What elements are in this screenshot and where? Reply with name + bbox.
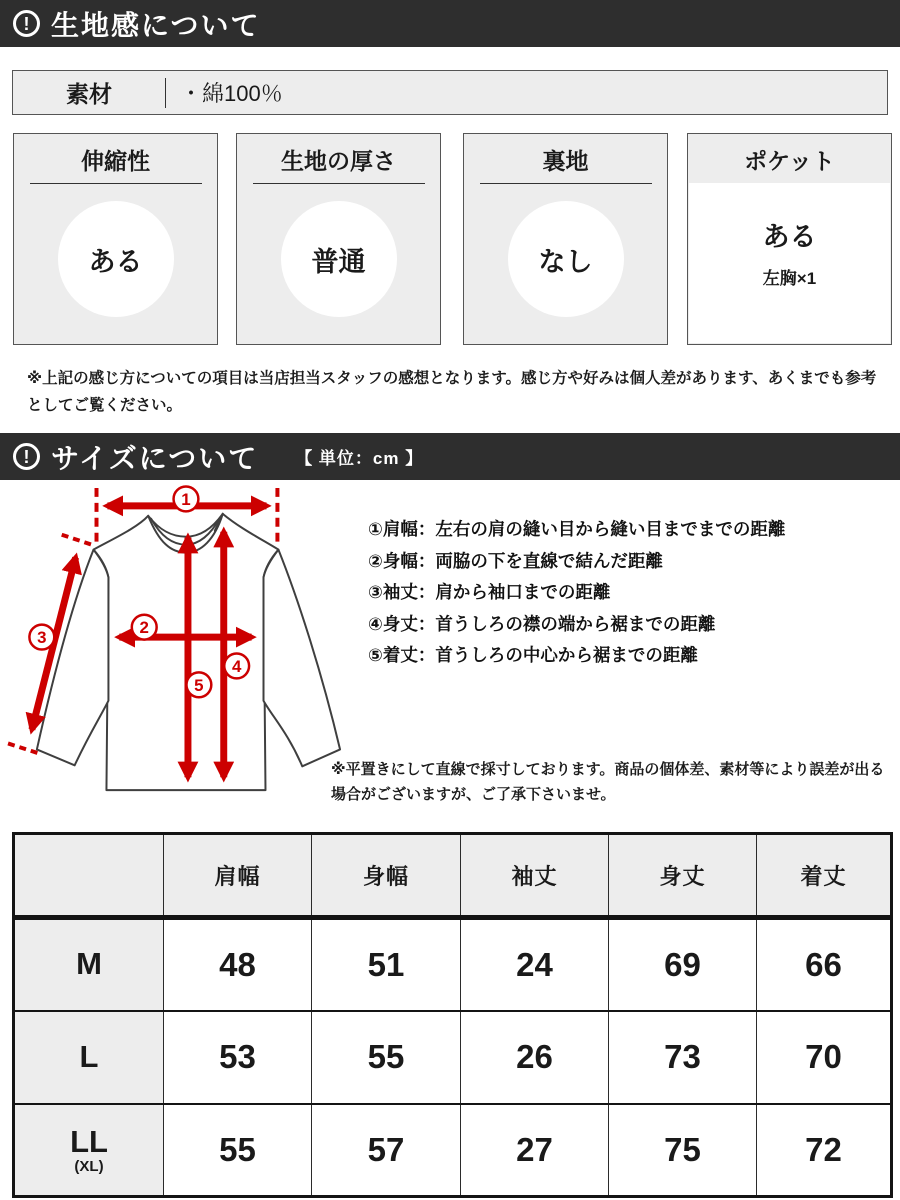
attribute-value: ある — [88, 246, 143, 277]
measurement-cell: 57 — [312, 1104, 461, 1197]
size-label: M — [76, 946, 102, 982]
attribute-box-pocket — [687, 133, 892, 345]
attribute-value-circle — [281, 201, 397, 317]
measurement-cell: 26 — [461, 1011, 609, 1104]
attribute-value-circle — [58, 201, 174, 317]
size-table-header-row — [14, 834, 892, 918]
size-label-cell — [14, 1011, 164, 1104]
attribute-title: 裏地 — [542, 148, 589, 174]
attribute-value-circle — [508, 201, 624, 317]
measure-point-length: ⑤着丈：首うしろの中心から裾までの距離 — [368, 645, 698, 665]
measure-point-shoulder: ①肩幅：左右の肩の縫い目から縫い目までまでの距離 — [368, 519, 786, 539]
shirt-measurement-diagram — [2, 485, 360, 818]
measure-point-body: ④身丈：首うしろの襟の端から裾までの距離 — [368, 613, 716, 634]
material-row — [12, 70, 888, 115]
corner-cell — [14, 834, 164, 918]
col-header-chest: 身幅 — [312, 834, 461, 918]
measure-point-list — [368, 514, 785, 672]
attribute-box-stretch — [13, 133, 218, 345]
attribute-title: ポケット — [744, 148, 835, 174]
measure-point-chest: ②身幅：両脇の下を直線で結んだ距離 — [368, 550, 663, 571]
measurement-cell: 24 — [461, 918, 609, 1011]
size-table — [12, 832, 893, 1198]
col-header-body: 身丈 — [609, 834, 757, 918]
shirt-right-sleeve — [264, 550, 341, 767]
diagram-label-3: 3 — [37, 628, 47, 648]
unit-label: 【 単位：cm 】 — [295, 449, 424, 468]
alert-circle-icon: ! — [13, 443, 40, 470]
diagram-label-2: 2 — [139, 618, 149, 638]
material-label: 素材 — [66, 81, 112, 107]
attribute-box-thickness — [236, 133, 441, 345]
fabric-note: ※上記の感じ方についての項目は当店担当スタッフの感想となります。感じ方や好みは個人差があります、あくまでも参考としてご覧ください。 — [27, 370, 877, 414]
measuring-note: ※平置きにして直線で採寸しております。商品の個体差、素材等により誤差が出る場合がございますが、ご了承下さいませ。 — [331, 761, 885, 803]
measurement-cell: 72 — [757, 1104, 892, 1197]
measurement-cell: 53 — [164, 1011, 312, 1104]
size-label: LL — [70, 1123, 108, 1159]
size-row-m — [14, 918, 892, 1011]
measurement-cell: 66 — [757, 918, 892, 1011]
measurement-cell: 70 — [757, 1011, 892, 1104]
measurement-cell: 51 — [312, 918, 461, 1011]
attribute-value: 普通 — [311, 246, 366, 277]
measurement-cell: 69 — [609, 918, 757, 1011]
guide-tick-sleeve-top — [62, 535, 95, 546]
attribute-underline — [253, 183, 425, 184]
measurement-cell: 73 — [609, 1011, 757, 1104]
attribute-title: 生地の厚さ — [281, 148, 396, 174]
fabric-section-title: 生地感について — [51, 9, 261, 41]
alert-circle-icon: ! — [13, 10, 40, 37]
attribute-value: ある — [762, 222, 817, 252]
size-label-sub: (XL) — [74, 1157, 104, 1175]
attribute-underline — [30, 183, 202, 184]
measure-point-sleeve: ③袖丈：肩から袖口までの距離 — [368, 582, 611, 602]
measurement-cell: 75 — [609, 1104, 757, 1197]
attribute-value-detail: 左胸×1 — [762, 269, 817, 288]
diagram-label-5: 5 — [194, 675, 204, 695]
attribute-title: 伸縮性 — [81, 148, 150, 174]
attribute-box-lining — [463, 133, 668, 345]
diagram-label-1: 1 — [181, 489, 191, 509]
measurement-cell: 27 — [461, 1104, 609, 1197]
size-label-cell — [14, 918, 164, 1011]
size-section-header — [0, 433, 900, 480]
size-row-l — [14, 1011, 892, 1104]
measurement-cell: 48 — [164, 918, 312, 1011]
attribute-value-panel — [689, 183, 890, 343]
fabric-section-header — [0, 0, 900, 47]
col-header-length: 着丈 — [757, 834, 892, 918]
diagram-label-4: 4 — [231, 656, 242, 676]
col-header-sleeve: 袖丈 — [461, 834, 609, 918]
size-label: L — [79, 1038, 99, 1074]
measurement-cell: 55 — [164, 1104, 312, 1197]
size-section-title: サイズについて — [51, 442, 259, 474]
col-header-shoulder: 肩幅 — [164, 834, 312, 918]
measurement-cell: 55 — [312, 1011, 461, 1104]
material-value: ・綿100％ — [180, 81, 283, 106]
size-row-ll — [14, 1104, 892, 1197]
attribute-value: なし — [538, 246, 593, 277]
size-label-cell — [14, 1104, 164, 1197]
attribute-underline — [480, 183, 652, 184]
